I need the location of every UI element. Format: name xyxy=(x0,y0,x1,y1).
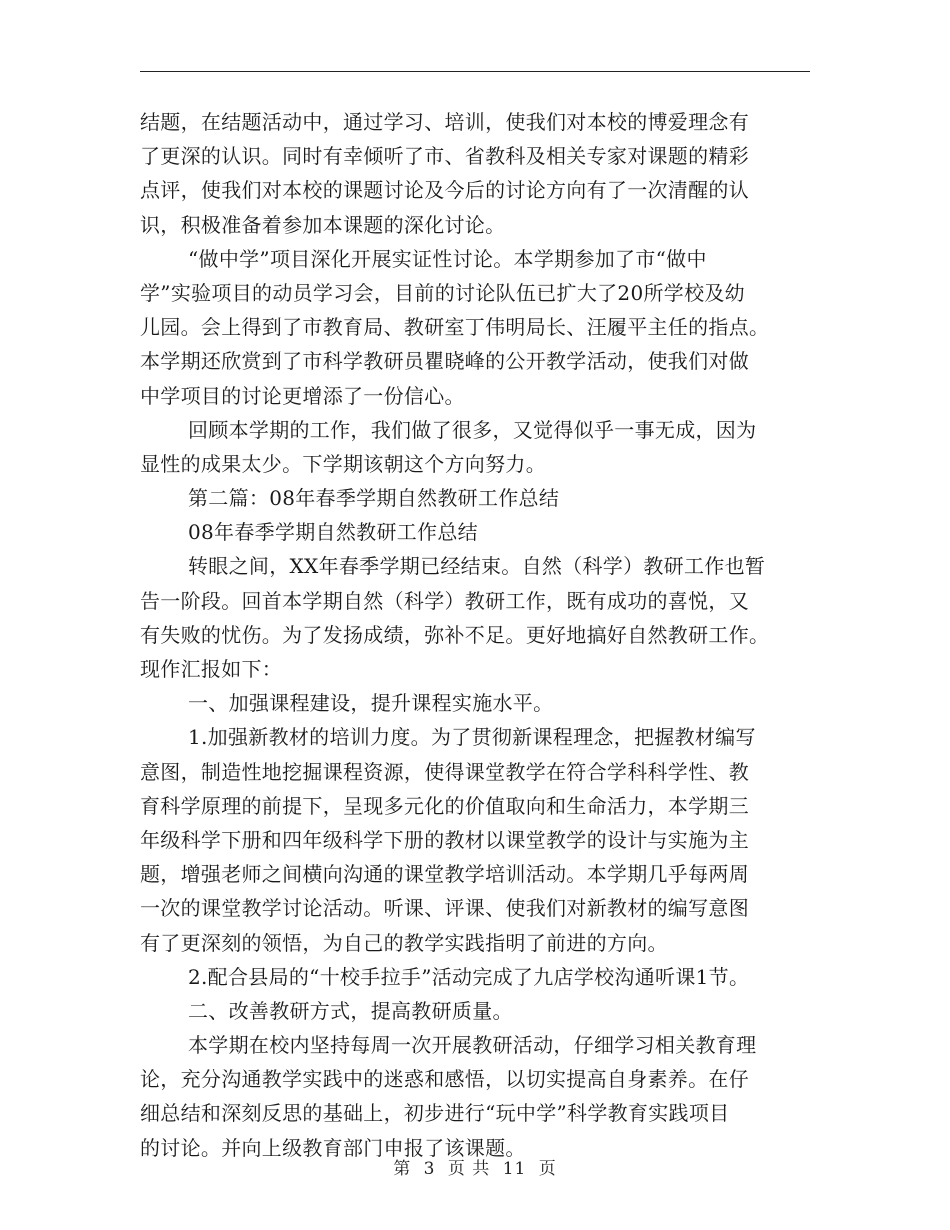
document-body xyxy=(140,105,810,1165)
text-line: 题，增强老师之间横向沟通的课堂教学培训活动。本学期几乎每两周 xyxy=(140,862,749,887)
text-line: 育科学原理的前提下，呈现多元化的价值取向和生命活力，本学期三 xyxy=(140,793,749,818)
text-line: 告一阶段。回首本学期自然（科学）教研工作，既有成功的喜悦，又 xyxy=(140,588,749,613)
text-line: 一次的课堂教学讨论活动。听课、评课、使我们对新教材的编写意图 xyxy=(140,896,749,921)
text-line: 细总结和深刻反思的基础上，初步进行“玩中学”科学教育实践项目 xyxy=(140,1101,730,1126)
text-line: 有失败的忧伤。为了发扬成绩，弥补不足。更好地搞好自然教研工作。 xyxy=(140,622,770,647)
text-line: 的讨论。并向上级教育部门申报了该课题。 xyxy=(140,1135,526,1160)
text-line: 点评，使我们对本校的课题讨论及今后的讨论方向有了一次清醒的认 xyxy=(140,178,749,203)
text-line: 儿园。会上得到了市教育局、教研室丁伟明局长、汪履平主任的指点。 xyxy=(140,315,770,340)
text-line: 有了更深刻的领悟，为自己的教学实践指明了前进的方向。 xyxy=(140,930,668,955)
subsection-heading: 一、加强课程建设，提升课程实施水平。 xyxy=(188,691,554,716)
text-line: “做中学”项目深化开展实证性讨论。本学期参加了市“做中 xyxy=(188,246,707,271)
text-line: 回顾本学期的工作，我们做了很多，又觉得似乎一事无成，因为 xyxy=(188,417,757,442)
text-line: 本学期在校内坚持每周一次开展教研活动，仔细学习相关教育理 xyxy=(188,1033,757,1058)
header-rule xyxy=(140,71,810,72)
text-line: 学”实验项目的动员学习会，目前的讨论队伍已扩大了20所学校及幼 xyxy=(140,280,745,305)
text-line: 显性的成果太少。下学期该朝这个方向努力。 xyxy=(140,451,546,476)
text-line: 结题，在结题活动中，通过学习、培训，使我们对本校的博爱理念有 xyxy=(140,110,749,134)
total-page-count: 11 xyxy=(502,1159,527,1179)
text-line: 识，积极准备着参加本课题的深化讨论。 xyxy=(140,212,506,237)
current-page-number: 3 xyxy=(423,1159,436,1179)
footer-prefix: 第 xyxy=(393,1159,412,1179)
subsection-heading: 二、改善教研方式，提高教研质量。 xyxy=(188,998,513,1023)
page-footer xyxy=(0,1154,950,1179)
text-line: 论，充分沟通教学实践中的迷惑和感悟，以切实提高自身素养。在仔 xyxy=(140,1067,749,1092)
text-line: 本学期还欣赏到了市科学教研员瞿晓峰的公开教学活动，使我们对做 xyxy=(140,349,749,374)
section-heading: 第二篇：08年春季学期自然教研工作总结 xyxy=(188,486,560,511)
section-title: 08年春季学期自然教研工作总结 xyxy=(188,520,478,545)
text-line: 现作汇报如下： xyxy=(140,657,283,681)
text-line: 中学项目的讨论更增添了一份信心。 xyxy=(140,383,465,408)
text-line: 1.加强新教材的培训力度。为了贯彻新课程理念，把握教材编写 xyxy=(188,725,756,750)
footer-middle: 页 共 xyxy=(447,1159,491,1179)
text-line: 意图，制造性地挖掘课程资源，使得课堂教学在符合学科科学性、教 xyxy=(140,759,749,784)
footer-suffix: 页 xyxy=(538,1159,557,1179)
text-line: 转眼之间，XX年春季学期已经结束。自然（科学）教研工作也暂 xyxy=(188,554,766,579)
text-line: 年级科学下册和四年级科学下册的教材以课堂教学的设计与实施为主 xyxy=(140,827,749,852)
text-line: 2.配合县局的“十校手拉手”活动完成了九店学校沟通听课1节。 xyxy=(188,964,750,989)
text-line: 了更深的认识。同时有幸倾听了市、省教科及相关专家对课题的精彩 xyxy=(140,144,749,169)
